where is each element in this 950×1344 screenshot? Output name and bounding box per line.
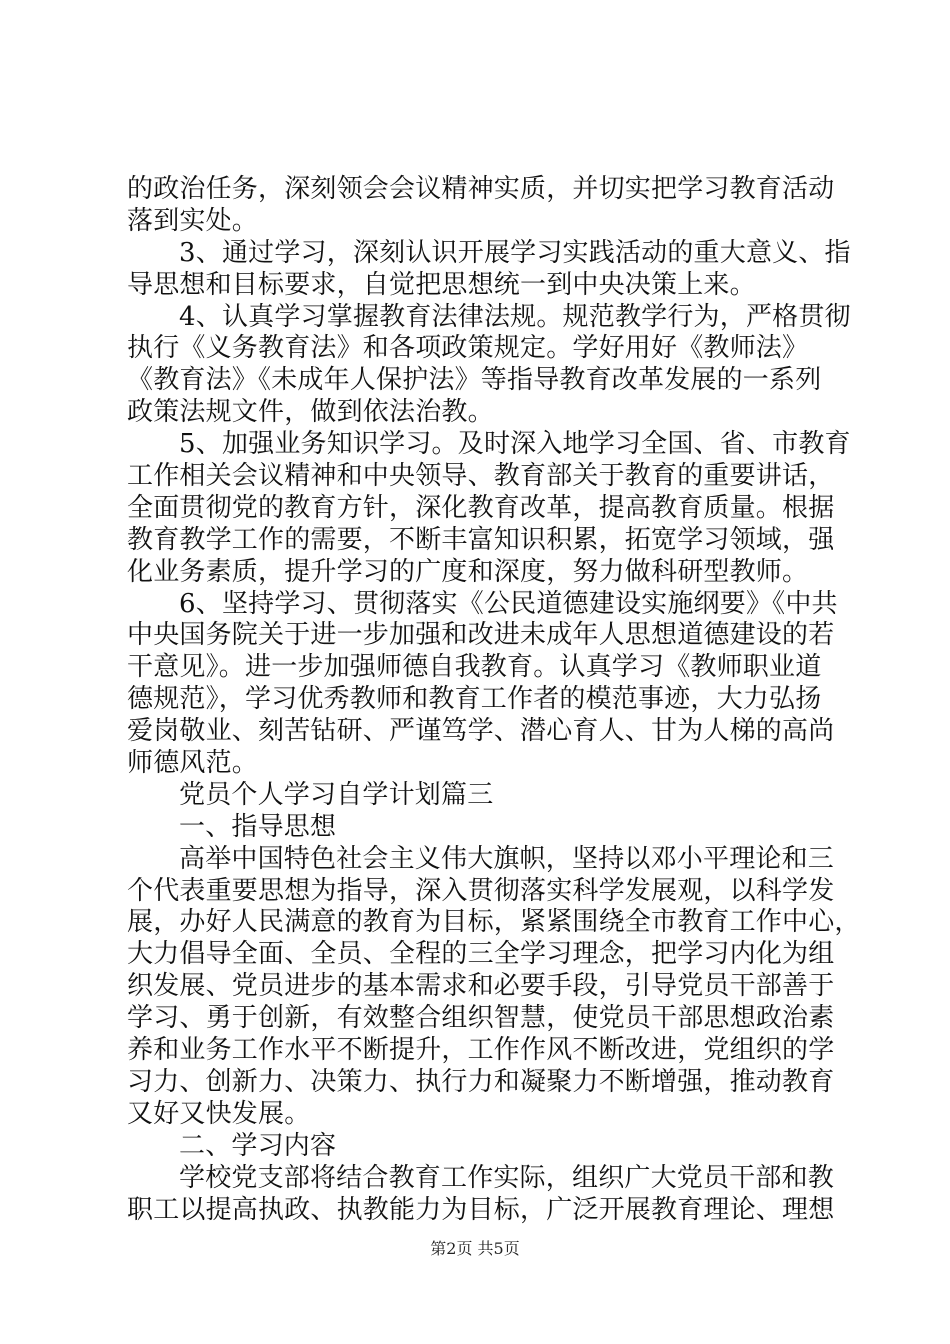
text-line: 爱岗敬业、刻苦钻研、严谨笃学、潜心育人、甘为人梯的高尚 (127, 716, 835, 747)
text-line: 养和业务工作水平不断提升，工作作风不断改进，党组织的学 (127, 1035, 835, 1066)
text-line: 工作相关会议精神和中央领导、教育部关于教育的重要讲话， (127, 461, 835, 492)
text-line: 中央国务院关于进一步加强和改进未成年人思想道德建设的若 (127, 620, 835, 651)
text-line: 职工以提高执政、执教能力为目标，广泛开展教育理论、理想 (127, 1194, 835, 1225)
text-line: 执行《义务教育法》和各项政策规定。学好用好《教师法》 (127, 333, 809, 364)
page-number-label: 第2页 共5页 (430, 1239, 520, 1258)
text-line: 高举中国特色社会主义伟大旗帜，坚持以邓小平理论和三 (179, 843, 835, 874)
text-line: 个代表重要思想为指导，深入贯彻落实科学发展观，以科学发 (127, 875, 835, 906)
text-line: 二、学习内容 (179, 1130, 337, 1161)
text-line: 大力倡导全面、全员、全程的三全学习理念，把学习内化为组 (127, 939, 835, 970)
text-line: 导思想和目标要求，自觉把思想统一到中央决策上来。 (127, 269, 756, 300)
document-body (127, 174, 861, 1226)
text-line: 习力、创新力、决策力、执行力和凝聚力不断增强，推动教育 (127, 1066, 835, 1097)
text-line: 5、加强业务知识学习。及时深入地学习全国、省、市教育 (179, 429, 851, 460)
text-line: 6、坚持学习、贯彻落实《公民道德建设实施纲要》《中共 (179, 588, 838, 619)
text-line: 又好又快发展。 (127, 1098, 311, 1129)
text-line: 化业务素质，提升学习的广度和深度，努力做科研型教师。 (127, 556, 809, 587)
text-line: 干意见》。进一步加强师德自我教育。认真学习《教师职业道 (127, 652, 822, 683)
text-line: 4、认真学习掌握教育法律法规。规范教学行为，严格贯彻 (179, 301, 851, 332)
text-line: 的政治任务，深刻领会会议精神实质，并切实把学习教育活动 (127, 174, 835, 204)
text-line: 《教育法》《未成年人保护法》等指导教育改革发展的一系列 (127, 365, 822, 396)
text-line: 织发展、党员进步的基本需求和必要手段，引导党员干部善于 (127, 971, 835, 1002)
text-line: 学习、勇于创新，有效整合组织智慧，使党员干部思想政治素 (127, 1003, 835, 1034)
text-line: 学校党支部将结合教育工作实际，组织广大党员干部和教 (179, 1162, 835, 1193)
text-line: 教育教学工作的需要，不断丰富知识积累，拓宽学习领域，强 (127, 524, 835, 555)
text-line: 政策法规文件，做到依法治教。 (127, 397, 494, 428)
text-line: 落到实处。 (127, 205, 259, 236)
text-line: 3、通过学习，深刻认识开展学习实践活动的重大意义、指 (179, 237, 851, 268)
text-line: 党员个人学习自学计划篇三 (179, 779, 494, 810)
text-line: 师德风范。 (127, 748, 259, 779)
text-line: 一、指导思想 (179, 811, 337, 842)
text-line: 全面贯彻党的教育方针，深化教育改革，提高教育质量。根据 (127, 492, 835, 523)
text-line: 展，办好人民满意的教育为目标，紧紧围绕全市教育工作中心， (127, 907, 861, 938)
text-line: 德规范》，学习优秀教师和教育工作者的模范事迹，大力弘扬 (127, 684, 822, 715)
page-footer (0, 1236, 950, 1259)
